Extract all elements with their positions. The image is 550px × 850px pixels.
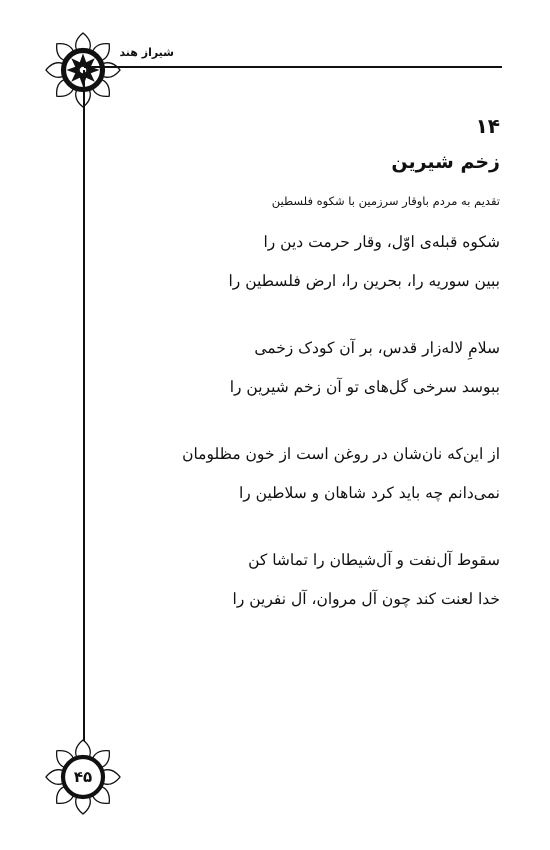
- verse-line: نمی‌دانم چه باید کرد شاهان و سلاطین را: [238, 484, 500, 502]
- verse-line: سقوط آل‌نفت و آل‌شیطان را تماشا کن: [248, 551, 500, 569]
- header-rule: [84, 66, 502, 68]
- page-number: ۴۵: [73, 768, 93, 786]
- poem: [70, 112, 500, 656]
- stanza: [70, 338, 500, 397]
- verse-line: سلامِ لاله‌زار قدس، بر آن کودک زخمی: [254, 339, 500, 357]
- stanza: [70, 550, 500, 609]
- verse-line: خدا لعنت کند چون آل مروان، آل نفرین را: [232, 590, 500, 608]
- stanzas: [70, 232, 500, 609]
- running-head: شیراز هند: [119, 46, 174, 59]
- verse-line: ببوسد سرخی گل‌های تو آن زخم شیرین را: [229, 378, 500, 396]
- stanza: [70, 232, 500, 291]
- poem-number: ۱۴: [475, 114, 500, 138]
- poem-title: زخم شیرین: [391, 151, 500, 173]
- verse-line: شکوه قبله‌ی اوّل، وقار حرمت دین را: [263, 233, 500, 251]
- poem-dedication: تقدیم به مردم باوقار سرزمین با شکوه فلسطین: [271, 194, 500, 208]
- verse-line: از این‌که نان‌شان در روغن است از خون مظلومان: [182, 445, 500, 463]
- stanza: [70, 444, 500, 503]
- verse-line: ببین سوریه را، بحرین را، ارض فلسطین را: [228, 272, 500, 290]
